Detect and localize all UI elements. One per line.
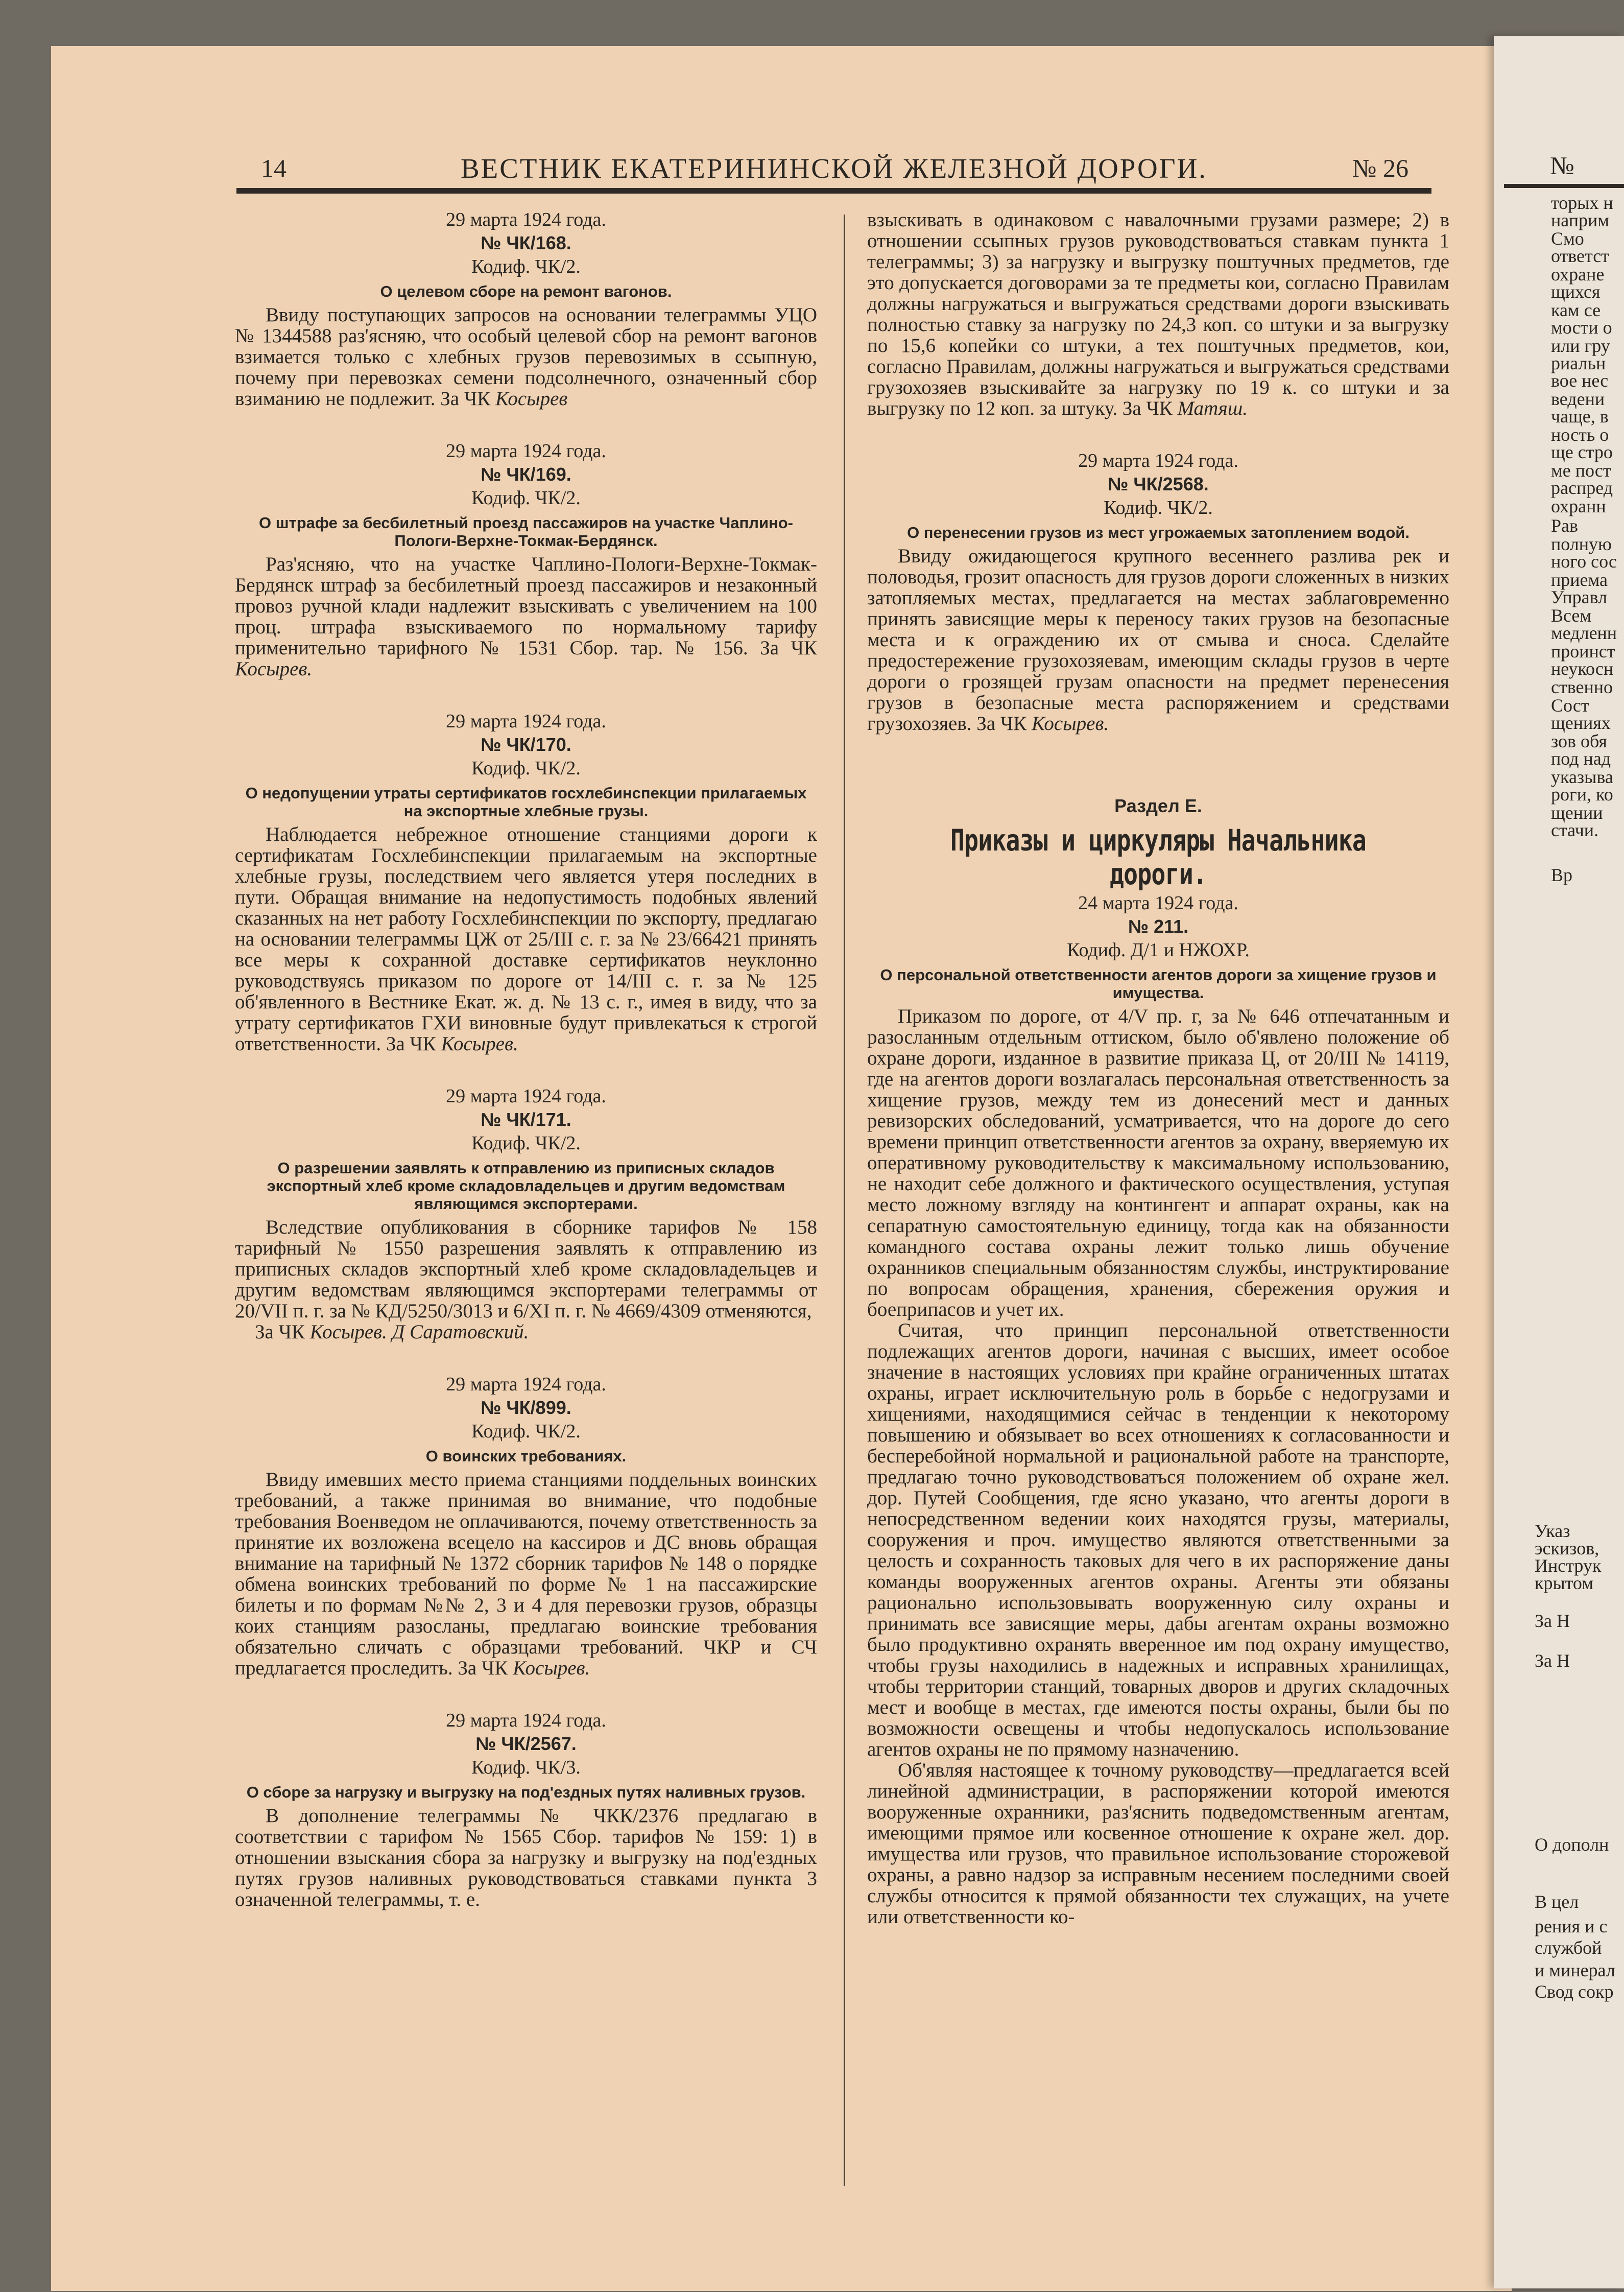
order-ck-2567-continuation <box>867 209 1449 419</box>
order-date: 29 марта 1924 года. <box>446 1374 606 1395</box>
order-sign-prefix: За ЧК <box>440 388 491 410</box>
order-body: Ввиду ожидающегося крупного весеннего разлива рек и половодья, грозит опасность для грузов дороги сложенных в низких затопляемых местах, предлагается на местах заблаговременно принять зависящие меры к переносу таких грузов на безопасные места и к ограждению их от смыва и сноса. Сделайте предостережение грузохозяевам, имеющим склады грузов в черте дороги о грозящей грузам опасности на предмет перенесения грузов в безопасные места распоряжением и средствами грузохозяев. За ЧК Косырев. <box>867 545 1449 735</box>
order-number: № ЧК/168. <box>481 232 571 253</box>
next-page-text-fragment: ответст <box>1551 246 1609 266</box>
header-rule <box>236 188 1431 194</box>
order-body: Вследствие опубликования в сборнике тарифов № 158 тарифный № 1550 разрешения заявлять к отправлению из приписных складов экспортный хлеб кроме складовладельцев и другим ведомствам являющимся экспортерами телеграммы от 20/VII п. г. за № КД/5250/3013 и 6/XI п. г. № 4669/4309 отменяются, За ЧК Косырев. Д Саратовский. <box>235 1216 817 1343</box>
order-number: № ЧК/899. <box>481 1397 571 1418</box>
order-signature: Косырев. <box>235 658 313 680</box>
order-body: Ввиду имевших место приема станциями поддельных воинских требований, а также принимая во внимание, что подобные требования Военведом не оплачиваются, почему ответственность за принятие их возложена всецело на кассиров и ДС вновь обращая внимание на тарифный № 1372 сборник тарифов № 148 о порядке обмена воинских требований по форме № 1 на пассажирские билеты и по формам №№ 2, 3 и 4 для перевозки грузов, образцы коих станциям разосланы, предлагаю воинские требования обязательно сличать с образцами требований. ЧКР и СЧ предлагается проследить. За ЧК Косырев. <box>235 1469 817 1679</box>
issue-number: № 26 <box>1352 154 1408 182</box>
order-signature: Косырев <box>495 388 568 410</box>
order-date: 29 марта 1924 года. <box>446 1085 606 1107</box>
order-number: № ЧК/170. <box>481 734 571 755</box>
order-subject: О целевом сборе на ремонт вагонов. <box>380 282 672 300</box>
order-kodif: Кодиф. ЧК/3. <box>471 1757 581 1778</box>
order-number: № ЧК/2567. <box>475 1733 577 1754</box>
next-page-text-fragment: эскизов, <box>1535 1538 1599 1558</box>
next-page-text-fragment: риальн <box>1551 353 1606 373</box>
order-body: В дополнение телеграммы № ЧКК/2376 предлагаю в соответствии с тарифом № 1565 Сбор. тарифов № 159: 1) в отношении взыскания сбора за нагрузку и выгрузку на под'ездных путях грузов наливных руководствоваться ставками пункта 3 означенной телеграммы, т. е. <box>235 1805 817 1910</box>
next-page-text-fragment: медленн <box>1551 623 1617 643</box>
order-signature: Косырев. Д Саратовский. <box>309 1321 529 1343</box>
order-sign-prefix: За ЧК <box>760 637 817 659</box>
order-body-paragraph-1: Приказом по дороге, от 4/V пр. г, за № 646 отпечатанным и разосланным отдельным оттиском, было об'явлено положение об охране дороги, изданное в развитие приказа Ц, от 20/III № 14119, где на агентов дороги возлагалась персональная ответственность за хищение грузов, между тем из донесений мест и данных ревизорских обследований, усматривается, что на дороге до сего времени принцип ответственности агентов за охрану, вверяемую их оперативному руководительству к максимальному использованию, не находит себе должного и фактического осуществления, уступая место ложному взгляду на контингент и аппарат охраны, как на сепаратную самостоятельную единицу, тогда как на обязанности командного состава охраны лежит только лишь обучение охранников специальным обязанностям службы, инструктирование по вопросам обращения, хранения, сбережения оружия и боеприпасов и учет их. <box>867 1005 1449 1320</box>
order-signature: Косырев. <box>1032 713 1109 735</box>
section-title: Приказы и циркуляры Начальника дороги. <box>950 823 1367 891</box>
next-page-text-fragment: ме пост <box>1551 460 1611 481</box>
order-subject: О воинских требованиях. <box>425 1447 627 1465</box>
order-date: 29 марта 1924 года. <box>446 440 606 462</box>
order-body: Наблюдается небрежное отношение станциями дороги к сертификатам Госхлебинспекции прилагаемым на экспортные хлебные грузы, последствием чего является утеря последних в пути. Обращая внимание на недопустимость подобных явлений сказанных на нет работу Госхлебинспекции по экспорту, предлагаю на основании телеграммы ЦЖ от 25/III с. г. за № 23/66421 принять все меры к сохранной доставке сертификатов неуклонно руководствуясь приказом по дороге от 14/III с. г. за № 125 об'явленного в Вестнике Екат. ж. д. № 13 с. г., имея в виду, что за утрату сертификатов ГХИ виновные будут привлекаться к строгой ответственности. За ЧК Косырев. <box>235 823 817 1055</box>
next-page-text-fragment: службой <box>1535 1937 1602 1958</box>
next-page-text-fragment: вое нес <box>1551 370 1609 391</box>
next-page-text-fragment: Инструк <box>1535 1555 1602 1576</box>
next-page-text-fragment: распред <box>1551 478 1613 498</box>
next-page-text-fragment: Вр <box>1551 865 1573 885</box>
next-page-text-fragment: В цел <box>1535 1892 1579 1912</box>
next-page-text-fragment: Свод сокр <box>1535 1981 1614 2002</box>
next-page-text-fragment: указыва <box>1551 767 1613 787</box>
order-number: № ЧК/169. <box>481 464 571 485</box>
next-page-text-fragment: Управл <box>1551 587 1608 607</box>
order-subject: О штрафе за бесбилетный проезд пассажиров на участке Чаплино-Пологи-Верхне-Токмак-Бердянск. <box>258 514 794 550</box>
order-subject: О перенесении грузов из мест угрожаемых затоплением водой. <box>907 524 1410 541</box>
next-page-text-fragment: Сост <box>1551 695 1589 716</box>
order-subject: О недопущении утраты сертификатов госхлебинспекции прилагаемых на экспортные хлебные грузы. <box>245 784 807 820</box>
order-date: 29 марта 1924 года. <box>446 209 606 230</box>
next-page-text-fragment: или гру <box>1551 336 1610 356</box>
next-page-text-fragment: За Н <box>1535 1650 1570 1671</box>
next-page-text-fragment: охране <box>1551 264 1605 285</box>
order-signature: Косырев. <box>441 1033 518 1055</box>
order-number: № 211. <box>1128 916 1189 937</box>
publication-title: ВЕСТНИК ЕКАТЕРИНИНСКОЙ ЖЕЛЕЗНОЙ ДОРОГИ. <box>460 153 1208 184</box>
next-page-text-fragment: приема <box>1551 570 1608 590</box>
order-ck-899 <box>235 1374 817 1679</box>
next-page-text-fragment: щениях <box>1551 713 1611 733</box>
next-page-text-fragment: крытом <box>1535 1573 1594 1593</box>
next-page-text-fragment: ного сос <box>1551 551 1617 572</box>
page-number: 14 <box>261 154 286 182</box>
next-page-header: № <box>1550 151 1574 180</box>
next-page-text-fragment: мости о <box>1551 317 1612 338</box>
right-column <box>867 209 1449 1927</box>
page-header <box>236 148 1431 189</box>
next-page-text-fragment: Смо <box>1551 228 1584 249</box>
next-page-text-fragment: ственно <box>1551 677 1613 697</box>
order-sign-prefix: За ЧК <box>976 713 1027 735</box>
order-body-paragraph-3: Об'являя настоящее к точному руководству—предлагается всей линейной администрации, в распоряжении которой имеются вооруженные охранники, раз'яснить подведомственным агентам, имеющими прямое или косвенное отношение к охране жел. дор. имущества или грузов, что правильное использование сторожевой охраны, а равно надзор за исправным несением последними своей службы относится к прямой обязанности тех служащих, на учете или ответственности ко- <box>867 1759 1449 1928</box>
order-ck-168 <box>235 209 817 409</box>
section-label: Раздел Е. <box>1114 795 1202 816</box>
next-page-text-fragment: неукосн <box>1551 658 1614 679</box>
order-ck-169 <box>235 441 817 679</box>
next-page-text-fragment: ность о <box>1551 424 1609 445</box>
next-page-text-fragment: щении <box>1551 802 1603 823</box>
next-page-text-fragment: О дополн <box>1535 1834 1609 1855</box>
order-body: взыскивать в одинаковом с навалочными грузами размере; 2) в отношении ссыпных грузов руководствоваться ставкам пункта 1 телеграммы; 3) за нагрузку и выгрузку поштучных предметов, где это допускается договорами за те предметы кои, согласно Правилам должны нагружаться и выгружаться средствами дороги взыскивать полностью ставку за нагрузку по 24,3 коп. со штуки и за выгрузку по 15,6 копейки со штуки, а тех поштучных предметов, кои, согласно Правилам, должны нагружаться и выгружаться средствами грузохозяев взыскивайте за нагрузку по 19 к. со штуки и за выгрузку по 12 коп. за штуку. За ЧК Матяш. <box>867 209 1449 419</box>
order-date: 29 марта 1924 года. <box>446 711 606 732</box>
order-body-paragraph-2: Считая, что принцип персональной ответственности подлежащих агентов дороги, начиная с высших, имеет особое значение в настоящих условиях при крайне ограниченных штатах охраны, играет исключительную роль в борьбе с недогрузами и хищениями, находящимися сейчас в тенденции к некоторому повышению и обязывает во всех отношениях к согласованности и бесперебойной нормальной и рациональной работе на транспорте, предлагаю точно руководствоваться положением об охране жел. дор. Путей Сообщения, где ясно указано, что агенты дороги в непосредственном ведении коих находятся грузы, материалы, сооружения и проч. имущество являются ответственными за целость и сохранность таковых для чего в их распоряжение даны команды вооруженных агентов охраны. Агенты эти обязаны рационально использовывать вооруженную силу охраны и принимать все зависящие меры, дабы агентам охраны возможно было продуктивно охранять вверенное им под охрану имущество, чтобы грузы находились в надежных и исправных хранилищах, чтобы территории станций, товарных дворов и других складочных мест и вообще в местах, где имеются посты охраны, были бы по возможности освещены и чтобы недопускалось использование агентов охраны не по прямому назначению. <box>867 1319 1449 1760</box>
order-number: № ЧК/2568. <box>1108 474 1209 494</box>
next-page-text-fragment: Рав <box>1551 515 1578 536</box>
order-211 <box>867 893 1449 1927</box>
next-page-text-fragment: За Н <box>1535 1611 1570 1631</box>
order-ck-2568 <box>867 451 1449 734</box>
next-page-text-fragment: полную <box>1551 534 1612 554</box>
next-page-text-fragment: щихся <box>1551 281 1601 302</box>
next-page-text-fragment: стачи. <box>1551 820 1599 840</box>
next-page-text-fragment: Всем <box>1551 605 1592 626</box>
next-page-text-fragment: Указ <box>1535 1521 1570 1541</box>
order-number: № ЧК/171. <box>481 1109 571 1130</box>
column-divider <box>844 215 845 2186</box>
order-body: Раз'ясняю, что на участке Чаплино-Пологи-Верхне-Токмак-Бердянск штраф за бесбилетный проезд пассажиров и незаконный провоз ручной клади надлежит взыскивать с увеличением на 100 проц. штрафа взыскиваемого по нормальному тарифу применительно тарифного № 1531 Сбор. тар. № 156. За ЧК Косырев. <box>235 553 817 680</box>
left-column <box>235 209 817 1910</box>
order-sign-prefix: За ЧК <box>255 1321 305 1343</box>
next-page-text-fragment: проинст <box>1551 641 1615 661</box>
order-ck-2567 <box>235 1710 817 1910</box>
next-page-text-fragment: чаще, в <box>1551 406 1609 427</box>
next-page-text-fragment: наприм <box>1551 210 1610 230</box>
next-page-text-fragment: и минерал <box>1535 1960 1615 1980</box>
order-body: Ввиду поступающих запросов на основании телеграммы УЦО № 1344588 раз'ясняю, что особый целевой сбор на ремонт вагонов взимается только с хлебных грузов перевозимых в ссыпную, почему при перевозках семени подсолнечного, означенный сбор взиманию не подлежит. За ЧК Косырев <box>235 304 817 410</box>
order-date: 29 марта 1924 года. <box>446 1710 606 1731</box>
next-page-text-fragment: рения и с <box>1535 1916 1608 1936</box>
next-page-text-fragment: кам се <box>1551 300 1601 320</box>
order-subject: О персональной ответственности агентов дороги за хищение грузов и имущества. <box>880 966 1437 1002</box>
order-kodif: Кодиф. ЧК/2. <box>471 1421 581 1442</box>
next-page-text-fragment: ведени <box>1551 389 1605 409</box>
order-subject: О разрешении заявлять к отправлению из приписных складов экспортный хлеб кроме складовладельцев и другим ведомствам являющимся экспортерами. <box>267 1159 785 1213</box>
order-kodif: Кодиф. ЧК/2. <box>471 758 581 779</box>
order-date: 29 марта 1924 года. <box>1078 450 1238 471</box>
next-page-text-fragment: роги, ко <box>1551 784 1613 805</box>
order-sign-prefix: За ЧК <box>386 1033 436 1055</box>
order-ck-171 <box>235 1086 817 1342</box>
next-page-text-fragment: зов обя <box>1551 731 1607 751</box>
order-sign-prefix: За ЧК <box>1122 397 1173 419</box>
order-date: 24 марта 1924 года. <box>1078 892 1238 914</box>
order-kodif: Кодиф. ЧК/2. <box>471 1132 581 1154</box>
order-kodif: Кодиф. ЧК/2. <box>471 256 581 277</box>
order-kodif: Кодиф. Д/1 и НЖОХР. <box>1067 939 1250 961</box>
next-page-text-fragment: торых н <box>1551 193 1613 213</box>
next-page-edge <box>1494 36 1624 2288</box>
order-kodif: Кодиф. ЧК/2. <box>1104 497 1213 518</box>
order-ck-170 <box>235 711 817 1054</box>
next-page-text-fragment: ще стро <box>1551 442 1613 462</box>
order-signature: Косырев. <box>513 1657 590 1679</box>
next-page-text-fragment: охранн <box>1551 496 1606 516</box>
order-subject: О сборе за нагрузку и выгрузку на под'ездных путях наливных грузов. <box>246 1783 806 1801</box>
next-page-header-rule <box>1504 184 1624 188</box>
next-page-text-fragment: под над <box>1551 748 1611 769</box>
order-sign-prefix: За ЧК <box>458 1657 508 1679</box>
order-kodif: Кодиф. ЧК/2. <box>471 487 581 509</box>
order-signature: Матяш. <box>1177 397 1248 419</box>
